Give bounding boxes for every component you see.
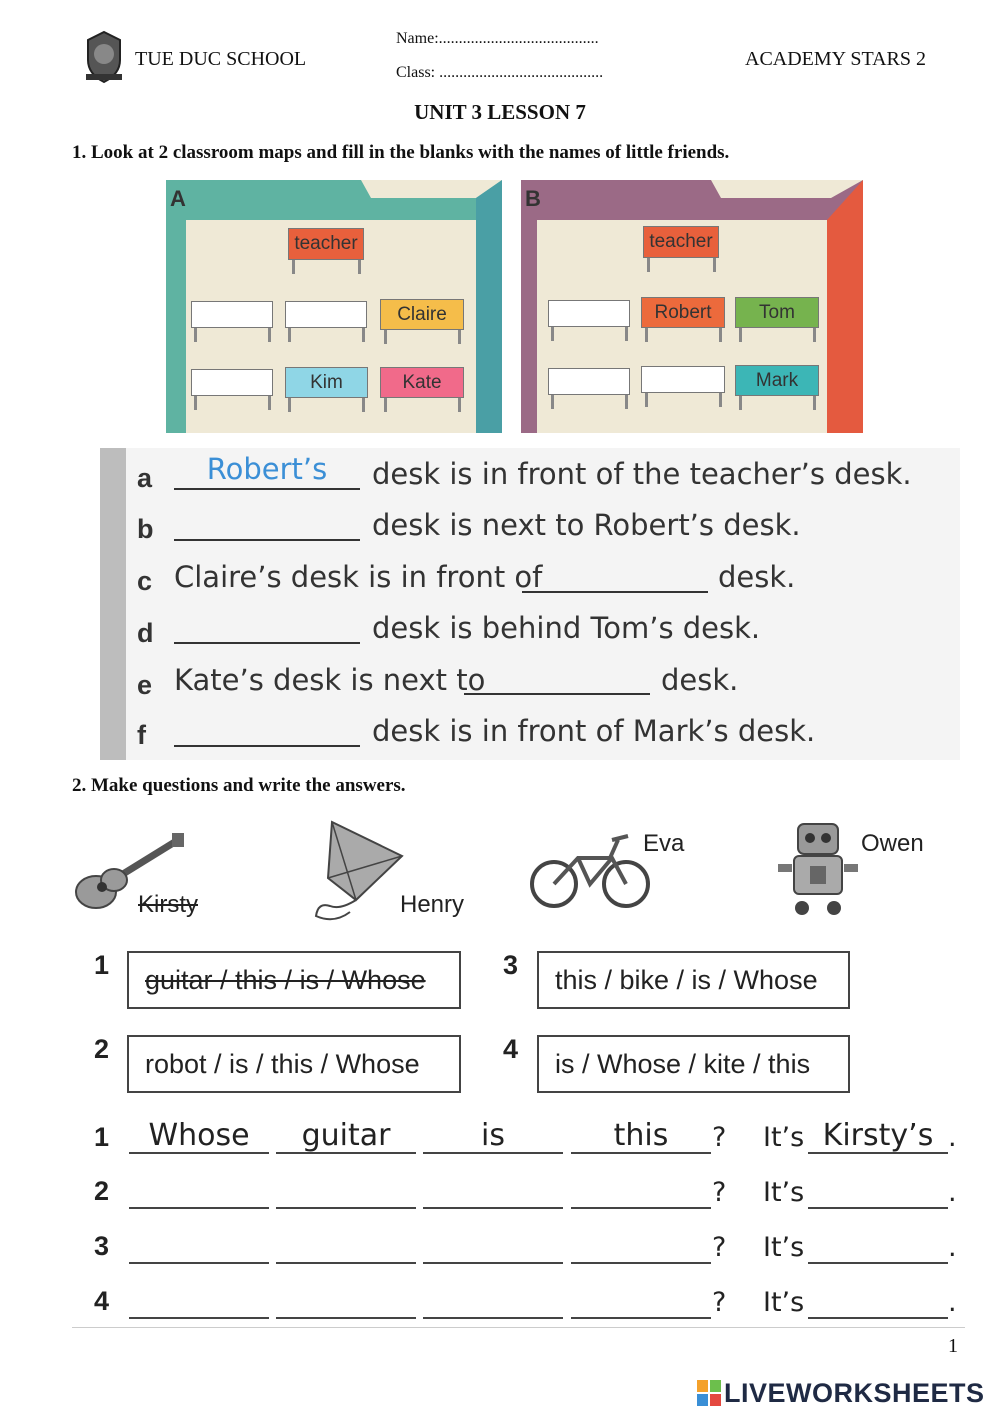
desk-a-r1c2	[285, 301, 367, 328]
school-name: TUE DUC SCHOOL	[135, 48, 307, 70]
school-crest-logo	[80, 30, 128, 84]
question-text: desk.	[718, 560, 796, 594]
desk-a-kim: Kim	[285, 367, 368, 398]
question-text: desk.	[661, 663, 739, 697]
scramble-words: is / Whose / kite / this	[555, 1048, 811, 1079]
map-a-label: A	[170, 186, 186, 211]
its-label: It’s	[763, 1287, 805, 1318]
task1-instruction: 1. Look at 2 classroom maps and fill in the blanks with the names of little friends.	[72, 142, 730, 163]
question-mark: ?	[712, 1232, 727, 1263]
kite-icon	[310, 820, 410, 926]
full-stop: .	[948, 1122, 957, 1153]
question-text: Kate’s desk is next to	[174, 663, 486, 697]
question-mark: ?	[712, 1122, 727, 1153]
answer-blank-b[interactable]	[174, 539, 360, 541]
full-stop: .	[948, 1287, 957, 1318]
desk-b-r2c1	[548, 368, 630, 395]
row-number: 3	[94, 1231, 110, 1261]
question-text: desk is in front of Mark’s desk.	[372, 714, 816, 748]
answer-text-a: Robert’s	[206, 452, 328, 486]
answer-blank-e[interactable]	[464, 693, 650, 695]
desk-b-r2c2	[641, 366, 725, 393]
desk-a-claire: Claire	[380, 299, 464, 330]
question-mark: ?	[712, 1177, 727, 1208]
task2-instruction: 2. Make questions and write the answers.	[72, 775, 406, 796]
owner-answer: Kirsty’s	[822, 1118, 934, 1153]
scramble-box-2	[127, 1035, 461, 1093]
scramble-box-4	[537, 1035, 850, 1093]
question-letter: f	[137, 720, 146, 750]
box-number: 3	[503, 950, 519, 980]
owner-line[interactable]	[808, 1317, 948, 1319]
picture-name-kirsty: Kirsty	[138, 891, 198, 918]
liveworksheets-brand[interactable]: LIVEWORKSHEETS	[724, 1378, 985, 1408]
row-number: 1	[94, 1122, 110, 1152]
answer-line[interactable]	[129, 1262, 269, 1264]
classroom-map-a	[166, 180, 502, 433]
answer-line[interactable]	[423, 1262, 563, 1264]
answer-line[interactable]	[571, 1207, 711, 1209]
its-label: It’s	[763, 1177, 805, 1208]
desk-b-r1c1	[548, 300, 630, 327]
question-letter: a	[137, 463, 153, 493]
answer-line[interactable]	[571, 1262, 711, 1264]
answer-word: this	[613, 1118, 669, 1153]
full-stop: .	[948, 1232, 957, 1263]
scramble-words: robot / is / this / Whose	[145, 1048, 420, 1079]
answer-line[interactable]	[276, 1207, 416, 1209]
desk-a-kate: Kate	[380, 367, 464, 398]
scramble-words: guitar / this / is / Whose	[145, 964, 426, 995]
answer-line[interactable]	[129, 1207, 269, 1209]
student-class-field[interactable]: Class: .........................................	[396, 64, 604, 81]
its-label: It’s	[763, 1232, 805, 1263]
answer-line[interactable]	[276, 1262, 416, 1264]
owner-line[interactable]	[808, 1262, 948, 1264]
box-number: 4	[503, 1034, 519, 1064]
desk-b-tom: Tom	[735, 297, 819, 328]
picture-name-owen: Owen	[861, 830, 924, 857]
question-letter: c	[137, 566, 153, 596]
liveworksheets-logo-icon	[697, 1380, 721, 1406]
course-name: ACADEMY STARS 2	[745, 48, 927, 70]
bike-icon	[528, 828, 652, 914]
question-text: Claire’s desk is in front of	[174, 560, 543, 594]
desk-b-robert: Robert	[641, 297, 725, 328]
answer-word: is	[481, 1118, 505, 1153]
scramble-box-1	[127, 951, 461, 1009]
scramble-words: this / bike / is / Whose	[555, 964, 818, 995]
teacher-desk-b: teacher	[643, 226, 719, 258]
answer-blank-c[interactable]	[522, 591, 708, 593]
question-letter: b	[137, 514, 154, 544]
answer-line[interactable]	[129, 1317, 269, 1319]
classroom-map-b	[521, 180, 863, 433]
desk-b-mark: Mark	[735, 365, 819, 396]
question-text: desk is in front of the teacher’s desk.	[372, 457, 912, 491]
answer-line[interactable]	[423, 1317, 563, 1319]
picture-name-eva: Eva	[643, 830, 685, 857]
answer-line[interactable]	[423, 1207, 563, 1209]
question-letter: d	[137, 618, 154, 648]
picture-name-henry: Henry	[400, 891, 465, 918]
answer-word: Whose	[148, 1118, 250, 1153]
footer-divider	[72, 1327, 965, 1328]
question-letter: e	[137, 670, 153, 700]
scramble-box-3	[537, 951, 850, 1009]
answer-line[interactable]	[571, 1317, 711, 1319]
question-text: desk is next to Robert’s desk.	[372, 508, 801, 542]
desk-a-r1c1	[191, 301, 273, 328]
page-title: UNIT 3 LESSON 7	[414, 100, 586, 124]
box-number: 1	[94, 950, 110, 980]
row-number: 4	[94, 1286, 110, 1316]
map-b-label: B	[525, 186, 541, 211]
question-text: desk is behind Tom’s desk.	[372, 611, 761, 645]
row-number: 2	[94, 1176, 110, 1206]
answer-line[interactable]	[276, 1317, 416, 1319]
student-name-field[interactable]: Name:........................................	[396, 30, 599, 47]
answer-blank-f[interactable]	[174, 745, 360, 747]
exercise1-margin-strip	[100, 448, 126, 760]
answer-blank-d[interactable]	[174, 642, 360, 644]
desk-a-r2c1	[191, 369, 273, 396]
its-label: It’s	[763, 1122, 805, 1153]
question-mark: ?	[712, 1287, 727, 1318]
answer-word: guitar	[301, 1118, 391, 1153]
answer-blank-a[interactable]	[174, 488, 360, 490]
robot-icon	[776, 820, 860, 918]
page-number: 1	[948, 1335, 958, 1357]
box-number: 2	[94, 1034, 110, 1064]
teacher-desk-a: teacher	[288, 228, 364, 260]
full-stop: .	[948, 1177, 957, 1208]
owner-line[interactable]	[808, 1207, 948, 1209]
